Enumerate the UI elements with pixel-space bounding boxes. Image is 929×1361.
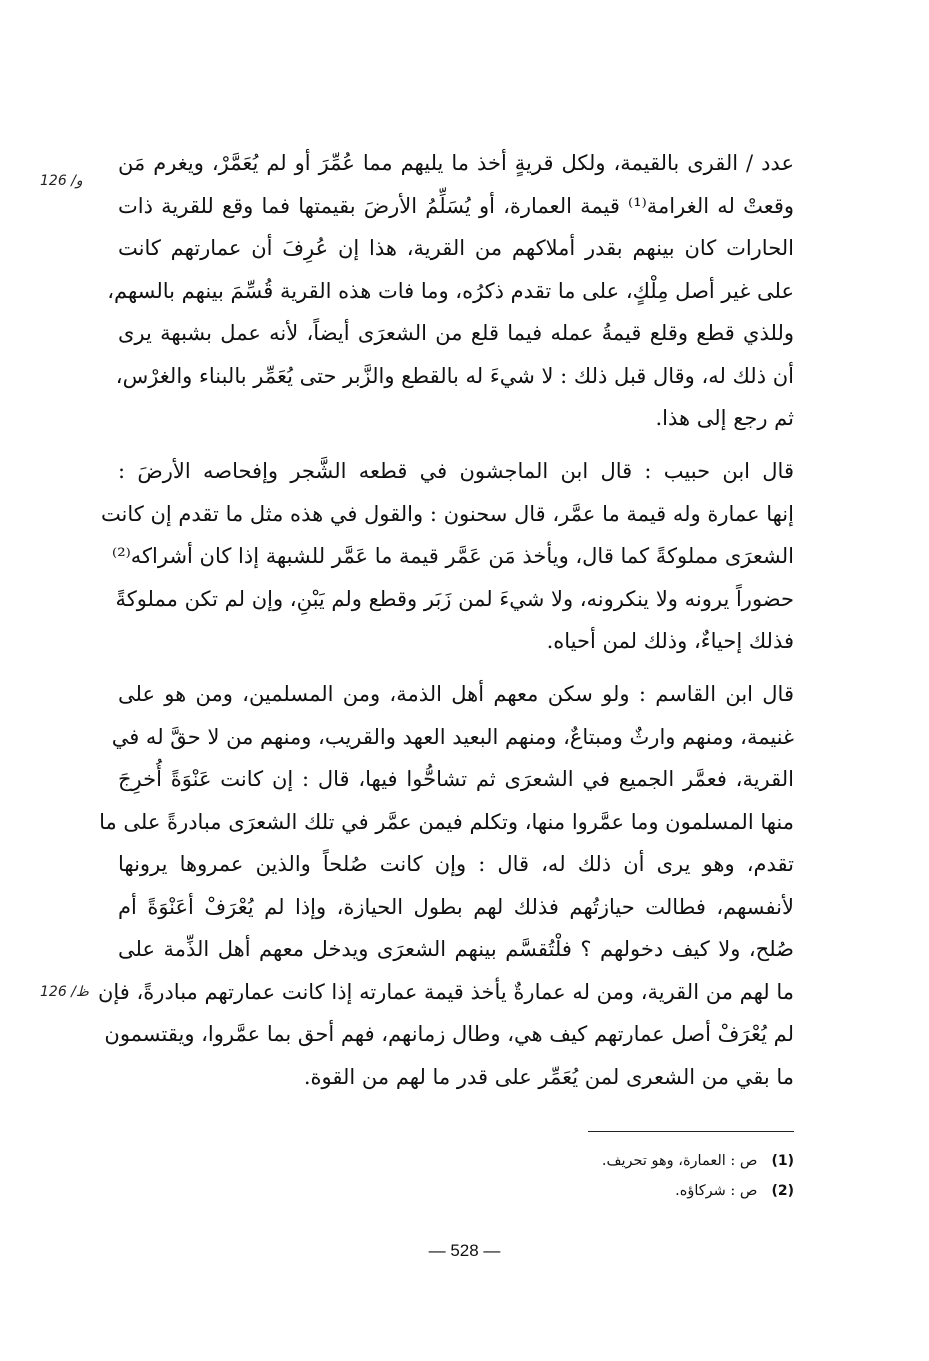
folio-marker-verso: 126 /ظ <box>40 984 89 1000</box>
text-line: على غير أصل مِلْكٍ، على ما تقدم ذكرُه، وما فات هذه القرية قُسِّمَ بينهم بالسهم، <box>107 278 794 303</box>
text-line: غنيمة، ومنهم وارثٌ ومبتاعٌ، ومنهم البعيد العهد والقريب، ومنهم من لا حقَّ له في <box>111 724 794 749</box>
text-line: إنها عمارة وله قيمة ما عمَّر، قال سحنون : والقول في هذه مثل ما تقدم إن كانت <box>100 501 794 526</box>
text-line: أن ذلك له، وقال قبل ذلك : لا شيءَ له بالقطع والزَّبر حتى يُعَمِّر بالبناء والغرْس، <box>115 363 794 388</box>
text-line: ما لهم من القرية، ومن له عمارةٌ يأخذ قيمة عمارته إذا كانت عمارتهم مبادرةً، فإن <box>97 979 794 1004</box>
text-line: وقعتْ له الغرامة⁽¹⁾ قيمة العمارة، أو يُسَلِّمُ الأرضَ بقيمتها فما وقع للقرية ذات <box>118 193 795 218</box>
text-line: تقدم، وهو يرى أن ذلك له، قال : وإن كانت صُلحاً والذين عمروها يرونها <box>118 852 794 876</box>
text-line: القرية، فعمَّر الجميع في الشعرَى ثم تشاحُّوا فيها، قال : إن كانت عَنْوَةً أُخرِجَ <box>118 767 794 791</box>
text-line: الحارات كان بينهم بقدر أملاكهم من القرية، هذا إن عُرِفَ أن عمارتهم كانت <box>118 236 794 260</box>
paragraph-3 <box>97 673 794 1098</box>
folio-marker-recto: 126 /و <box>40 173 83 189</box>
text-line: وللذي قطع وقلع قيمةُ عمله فيما قلع من الشعرَى أيضاً، لأنه عمل بشبهة يرى <box>118 321 794 345</box>
paragraph-2 <box>100 450 794 663</box>
footnote-divider <box>588 1131 794 1132</box>
footnote-number: (2) <box>771 1183 794 1199</box>
footnote-text: ص : العمارة، وهو تحريف. <box>601 1153 758 1169</box>
text-line: الشعرَى مملوكةً كما قال، ويأخذ مَن عَمَّر قيمة ما عَمَّر للشبهة إذا كان أشراكه⁽²⁾ <box>112 544 794 568</box>
text-line: ثم رجع إلى هذا. <box>655 406 794 430</box>
text-line: لأنفسهم، فطالت حيازتُهم فذلك لهم بطول الحيازة، وإذا لم يُعْرَفْ أعَنْوَةً أم <box>118 894 794 919</box>
footnote-2 <box>500 1176 794 1206</box>
text-line: ما بقي من الشعرى لمن يُعَمِّر على قدر ما لهم من القوة. <box>303 1064 794 1089</box>
text-line: لم يُعْرَفْ أصل عمارتهم كيف هي، وطال زمانهم، فهم أحق بما عمَّروا، ويقتسمون <box>104 1022 794 1046</box>
text-line: فذلك إحياءٌ، وذلك لمن أحياه. <box>546 629 794 653</box>
footnote-1 <box>500 1146 794 1176</box>
text-line: صُلح، ولا كيف دخولهم ؟ فلْتُقسَّم بينهم الشعرَى ويدخل معهم أهل الذِّمة على <box>118 937 794 961</box>
text-line: عدد / القرى بالقيمة، ولكل قريةٍ أخذ ما يليهم مما عُمِّرَ أو لم يُعَمَّرْ، ويغرم مَن <box>118 151 794 175</box>
footnote-text: ص : شركاؤه. <box>675 1183 758 1199</box>
footnote-number: (1) <box>771 1153 794 1169</box>
footnotes <box>500 1146 794 1206</box>
text-line: حضوراً يرونه ولا ينكرونه، ولا شيءَ لمن زَبَر وقطع ولم يَبْنِ، وإن لم تكن مملوكةً <box>115 586 794 611</box>
paragraph-1 <box>107 142 795 440</box>
text-line: قال ابن حبيب : قال ابن الماجشون في قطعه الشَّجر وإفحاصه الأرضَ : <box>118 459 794 483</box>
text-line: قال ابن القاسم : ولو سكن معهم أهل الذمة، ومن المسلمين، ومن هو على <box>118 682 794 706</box>
page-number: — 528 — <box>428 1241 501 1260</box>
text-line: منها المسلمون وما عمَّروا منها، وتكلم فيمن عمَّر في تلك الشعرَى مبادرةً على ما <box>99 809 794 834</box>
